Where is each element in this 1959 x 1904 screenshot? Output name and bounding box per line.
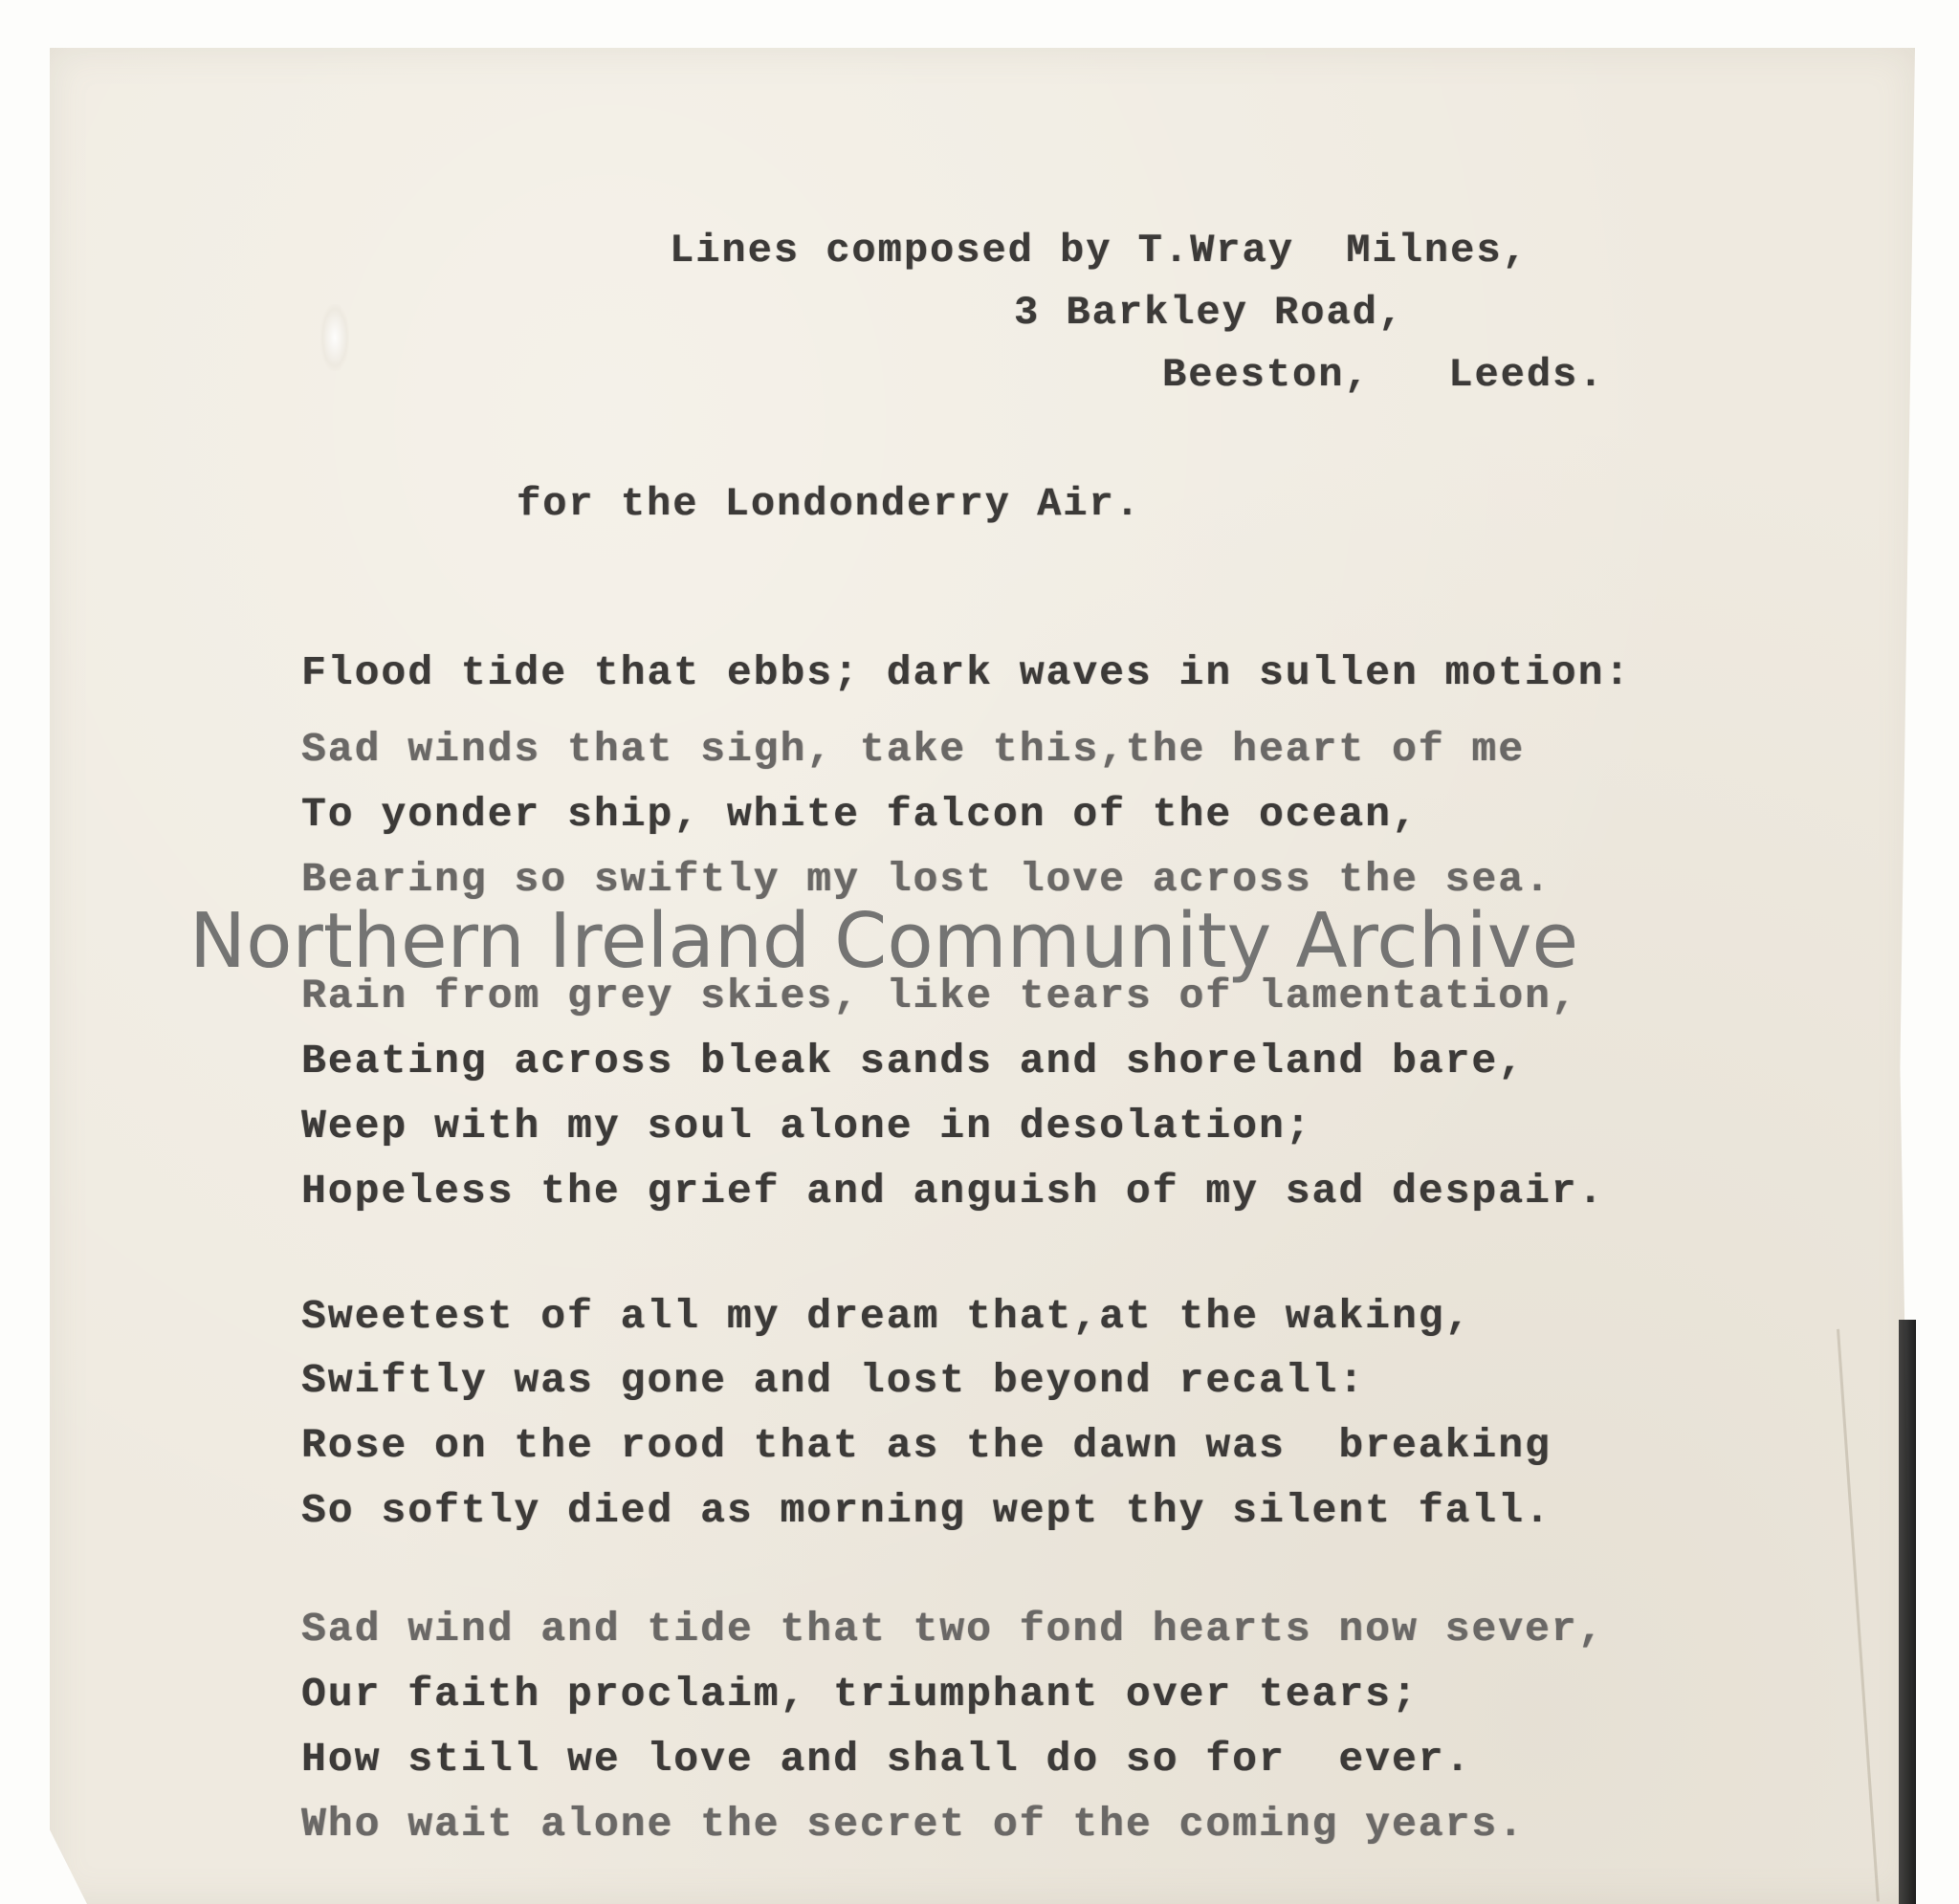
verse-2-line-3: Weep with my soul alone in desolation; [301,1103,1312,1149]
verse-1-line-1: Flood tide that ebbs; dark waves in sullen motion: [301,649,1632,696]
verse-3-line-2: Swiftly was gone and lost beyond recall: [301,1357,1366,1404]
dedication-line: for the Londonderry Air. [517,481,1141,527]
verse-3-line-3: Rose on the rood that as the dawn was breaking [301,1422,1552,1469]
verse-4-line-3: How still we love and shall do so for ever. [301,1736,1472,1783]
verse-2-line-2: Beating across bleak sands and shoreland bare, [301,1038,1525,1084]
verse-4-line-2: Our faith proclaim, triumphant over tears; [301,1671,1419,1718]
paper-tear-mark [320,304,349,371]
verse-4-line-4: Who wait alone the secret of the coming years. [301,1801,1525,1848]
verse-1-line-3: To yonder ship, white falcon of the ocean, [301,791,1419,838]
address-line-street: 3 Barkley Road, [1014,290,1405,336]
address-line-town: Beeston, Leeds. [1162,352,1605,398]
verse-2-line-4: Hopeless the grief and anguish of my sad despair. [301,1168,1605,1215]
verse-3-line-1: Sweetest of all my dream that,at the waking, [301,1293,1472,1340]
verse-4-line-1: Sad wind and tide that two fond hearts now sever, [301,1606,1605,1652]
author-line: Lines composed by T.Wray Milnes, [670,228,1529,274]
verse-2-line-1: Rain from grey skies, like tears of lamentation, [301,973,1578,1019]
paper-edge-shadow [1899,1320,1916,1904]
verse-1-line-4: Bearing so swiftly my lost love across the sea. [301,856,1552,903]
archive-watermark: Northern Ireland Community Archive [189,897,1579,985]
verse-3-line-4: So softly died as morning wept thy silent fall. [301,1487,1552,1534]
verse-1-line-2: Sad winds that sigh, take this,the heart of me [301,726,1525,773]
